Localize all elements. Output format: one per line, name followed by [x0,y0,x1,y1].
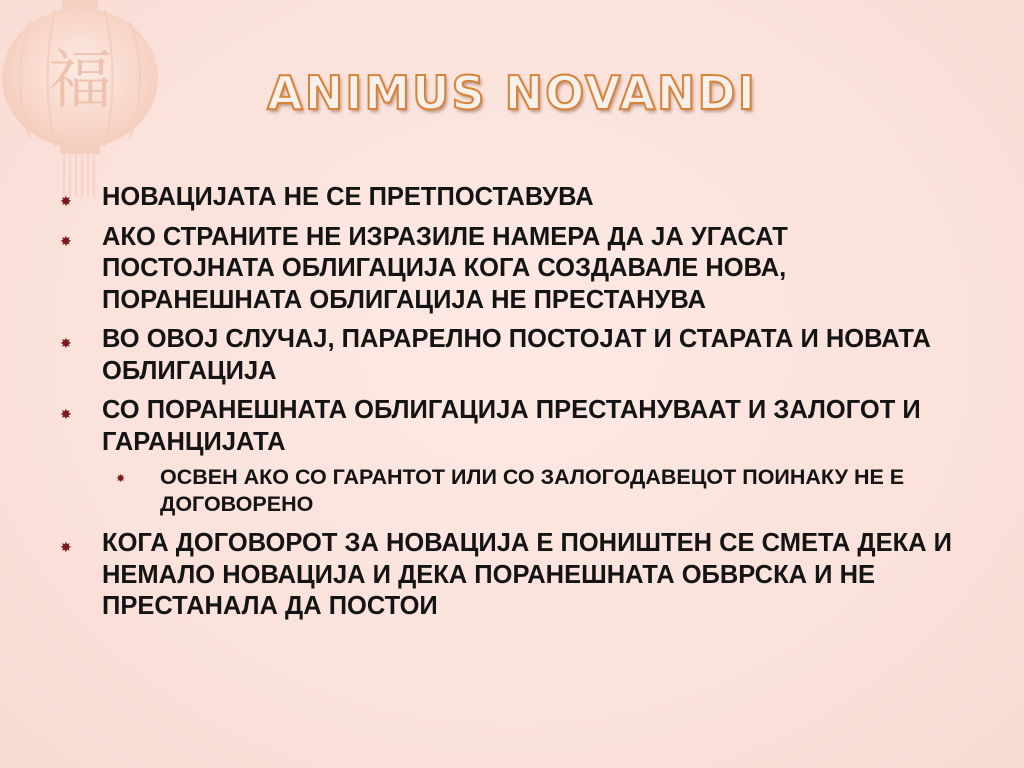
bullet-text: СО ПОРАНЕШНАТА ОБЛИГАЦИЈА ПРЕСТАНУВААТ И ЗАЛОГОТ И ГАРАНЦИЈАТА [102,396,921,456]
svg-text:福: 福 [48,44,112,118]
star-bullet-icon: ✸ [60,232,72,249]
bullet-list [60,182,960,631]
star-bullet-icon: ✸ [116,473,126,485]
star-bullet-icon: ✸ [60,335,72,351]
bullet-text: ВО ОВОЈ СЛУЧАЈ, ПАРАРЕЛНО ПОСТОЈАТ И СТАРАТА И НОВАТА ОБЛИГАЦИЈА [102,325,931,385]
bullet-text: НОВАЦИЈАТА НЕ СЕ ПРЕТПОСТАВУВА [102,183,594,211]
star-bullet-icon: ✸ [60,406,72,422]
bullet-item [60,395,960,458]
bullet-item [60,324,960,387]
bullet-text: КОГА ДОГОВОРОТ ЗА НОВАЦИЈА Е ПОНИШТЕН СЕ СМЕТА ДЕКА И НЕМАЛО НОВАЦИЈА И ДЕКА ПОРАНЕШНАТА ОБВРСКА И НЕ ПРЕСТАНАЛА ДА ПОСТОИ [102,529,952,620]
slide-title: ANIMUS NOVANDI [267,66,757,120]
star-bullet-icon: ✸ [60,539,72,555]
sub-bullet-item [60,464,960,518]
sub-bullet-text: ОСВЕН АКО СО ГАРАНТОТ ИЛИ СО ЗАЛОГОДАВЕЦОТ ПОИНАКУ НЕ Е ДОГОВОРЕНО [160,465,905,516]
bullet-item [60,182,960,214]
bullet-text: АКО СТРАНИТЕ НЕ ИЗРАЗИЛЕ НАМЕРА ДА ЈА УГАСАТ ПОСТОЈНАТА ОБЛИГАЦИЈА КОГА СОЗДАВАЛЕ НОВА, ПОРАНЕШНАТА ОБЛИГАЦИЈА НЕ ПРЕСТАНУВА [102,222,788,314]
bullet-item [60,222,960,317]
star-bullet-icon: ✸ [60,193,72,209]
bullet-item [60,528,960,623]
